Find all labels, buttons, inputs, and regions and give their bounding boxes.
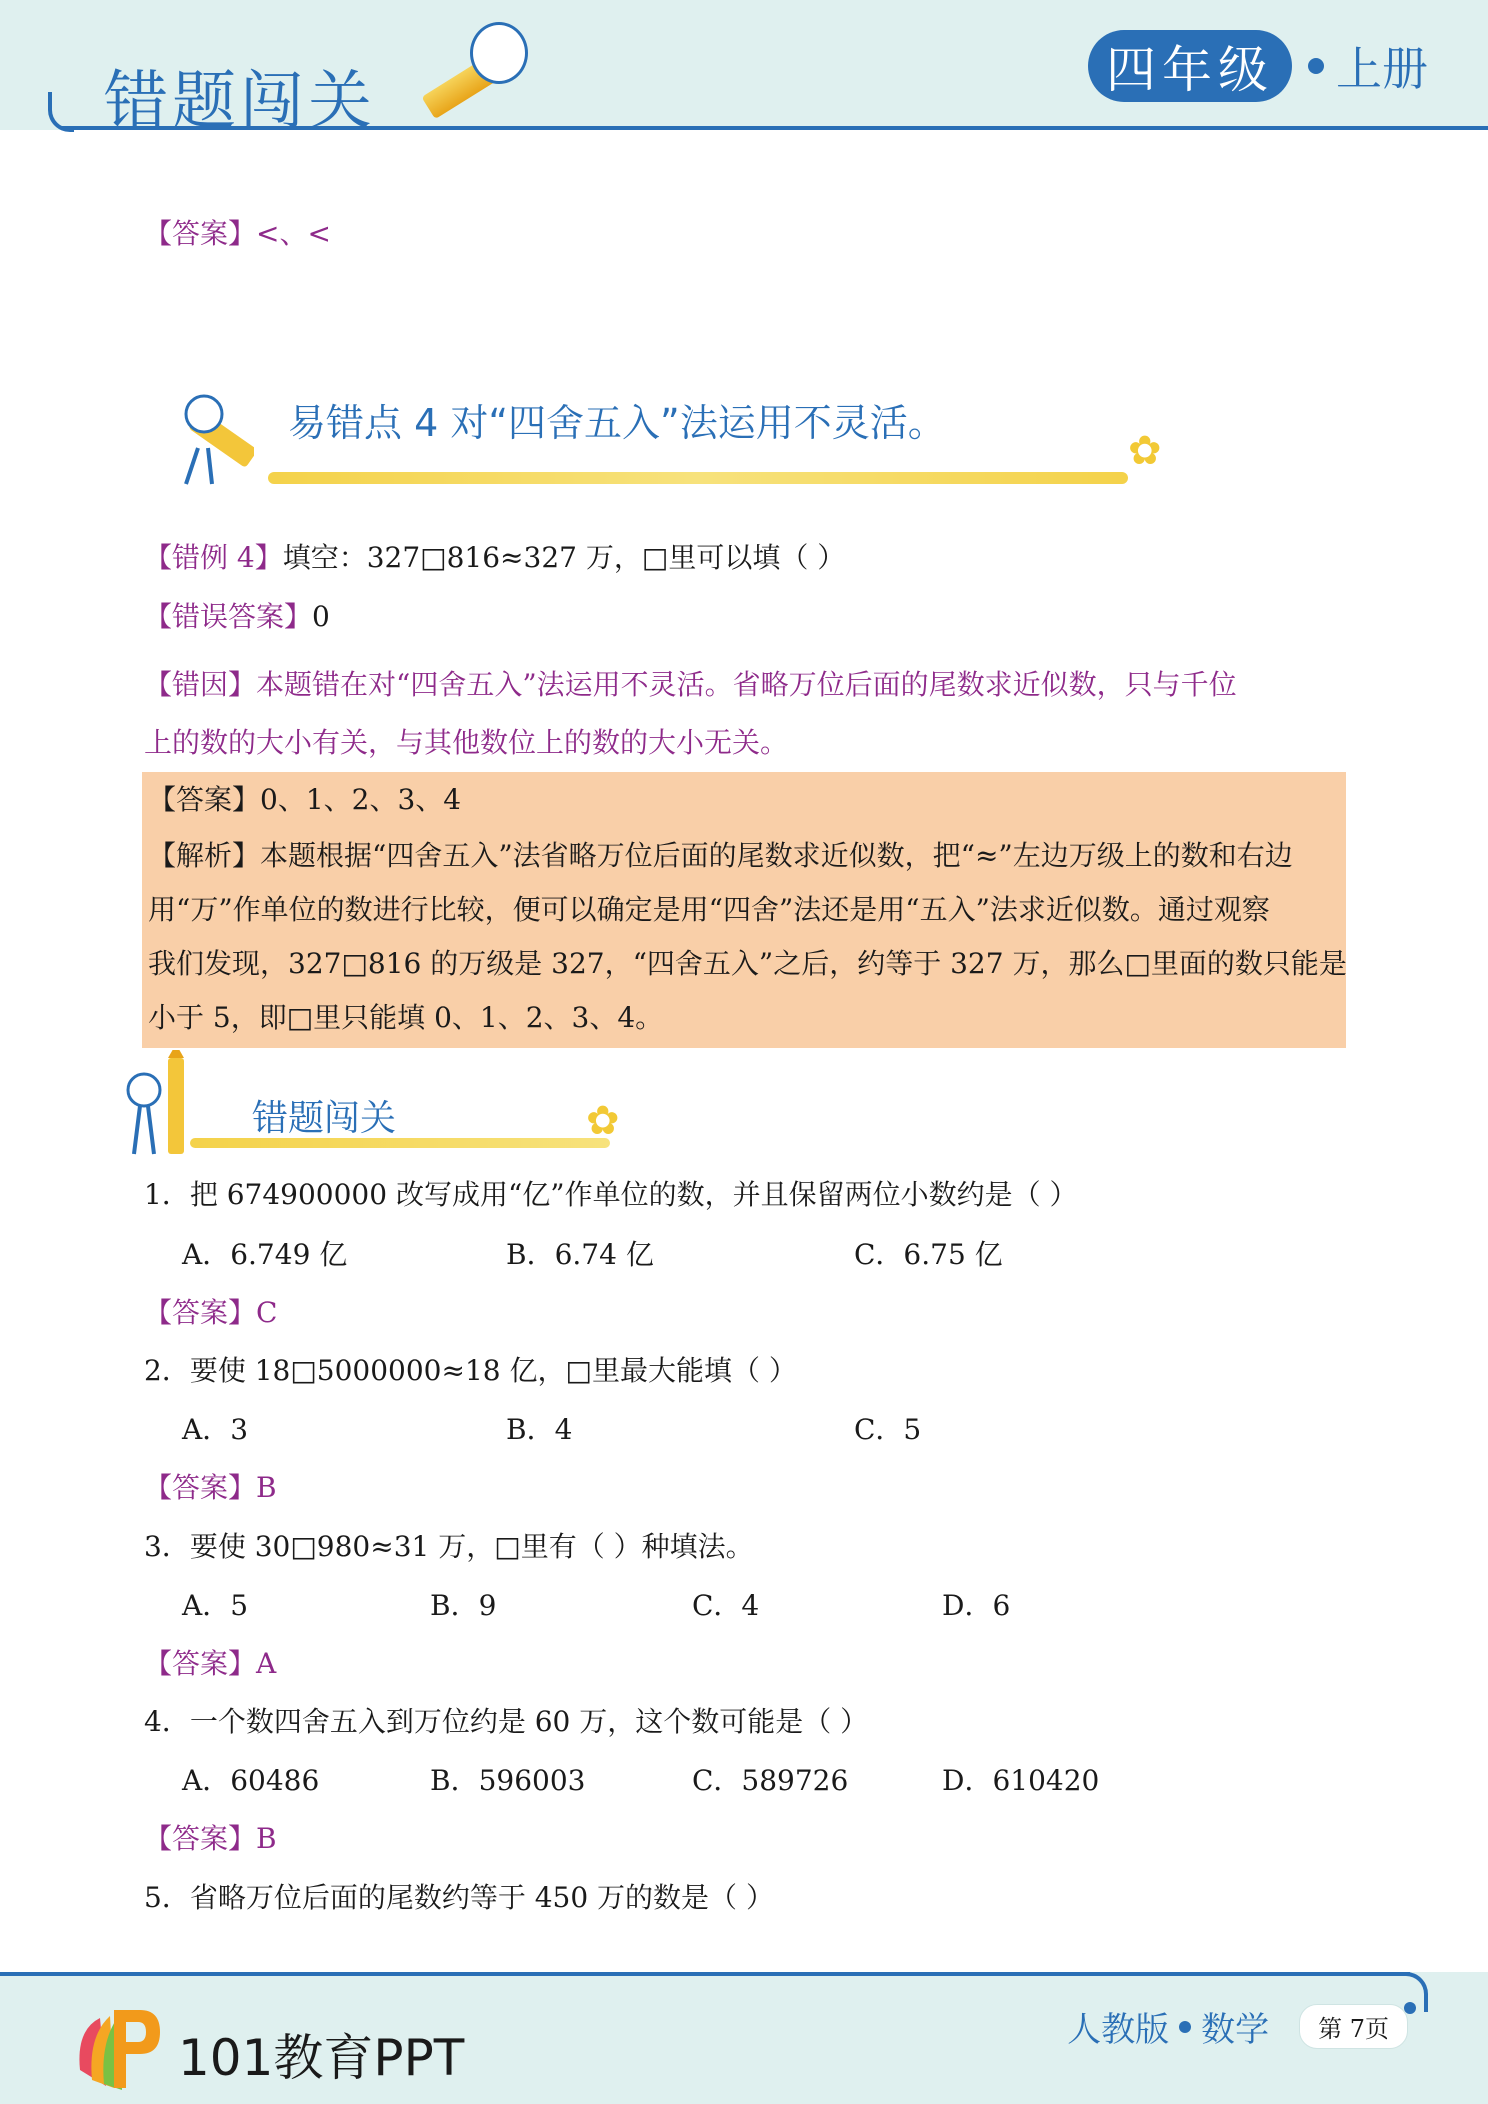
edition-label: 人教版	[1067, 2010, 1170, 2050]
practice-banner	[120, 1050, 640, 1160]
question-4-option-d: D．610420	[942, 1764, 1100, 1797]
cause-line-1	[144, 656, 1344, 714]
pencil-mascot-icon	[168, 388, 254, 488]
question-1-stem: 1．把 674900000 改写成用“亿”作单位的数，并且保留两位小数约是（ ）	[144, 1178, 1078, 1211]
question-3-stem: 3．要使 30□980≈31 万，□里有（ ）种填法。	[144, 1530, 754, 1563]
question-4-option-c: C．589726	[692, 1764, 849, 1797]
analysis-line-3: 我们发现，327□816 的万级是 327，“四舍五入”之后，约等于 327 万，那么□里面的数只能是	[148, 947, 1347, 980]
answer-tag: 【答案】	[144, 1647, 257, 1680]
section-banner	[168, 378, 1168, 498]
question-3-option-a: A．5	[182, 1589, 249, 1622]
question-3-answer	[144, 1642, 276, 1686]
cause-tag: 【错因】	[144, 668, 257, 701]
flower-icon: ✿	[586, 1098, 620, 1144]
question-4-option-b: B．596003	[430, 1764, 586, 1797]
answer-text: B	[256, 1822, 277, 1855]
practice-title: 错题闯关	[252, 1098, 397, 1139]
volume-label: 上册	[1336, 42, 1428, 96]
answer-text: A	[256, 1647, 277, 1680]
question-1-answer	[144, 1291, 277, 1335]
question-1-option-b: B．6.74 亿	[506, 1238, 654, 1271]
cause-text-1: 本题错在对“四舍五入”法运用不灵活。省略万位后面的尾数求近似数，只与千位	[256, 668, 1237, 701]
example-line	[144, 536, 845, 580]
question-4-stem: 4．一个数四舍五入到万位约是 60 万，这个数可能是（ ）	[144, 1705, 869, 1738]
page-number: 第 7页	[1299, 2004, 1408, 2049]
analysis-text-1: 本题根据“四舍五入”法省略万位后面的尾数求近似数，把“≈”左边万级上的数和右边	[260, 839, 1293, 872]
analysis-line-4: 小于 5，即□里只能填 0、1、2、3、4。	[148, 1001, 664, 1034]
bullet-dot-icon	[1308, 58, 1324, 74]
analysis-line-2: 用“万”作单位的数进行比较，便可以确定是用“四舍”法还是用“五入”法求近似数。通过观察	[148, 893, 1270, 926]
answer-tag: 【答案】	[144, 1471, 257, 1504]
example-tag: 【错例 4】	[144, 541, 283, 574]
answer-text: B	[256, 1471, 277, 1504]
grade-badge: 四年级	[1088, 30, 1292, 102]
prev-answer-line	[144, 212, 331, 256]
answer-text: C	[256, 1296, 278, 1329]
question-5-stem: 5．省略万位后面的尾数约等于 450 万的数是（ ）	[144, 1881, 774, 1914]
question-1-option-a: A．6.749 亿	[182, 1238, 348, 1271]
section-title: 易错点 4 对“四舍五入”法运用不灵活。	[288, 401, 946, 445]
highlight-stroke	[268, 472, 1128, 484]
question-2-stem: 2．要使 18□5000000≈18 亿，□里最大能填（ ）	[144, 1354, 797, 1387]
analysis-tag: 【解析】	[148, 839, 261, 872]
question-3-option-b: B．9	[430, 1589, 497, 1622]
question-1-option-c: C．6.75 亿	[854, 1238, 1003, 1271]
footer-meta	[1067, 2002, 1408, 2051]
question-2-option-a: A．3	[182, 1413, 249, 1446]
answer-tag: 【答案】	[144, 1822, 257, 1855]
flower-icon: ✿	[1128, 428, 1162, 474]
question-4-answer	[144, 1817, 277, 1861]
wrong-answer-tag: 【错误答案】	[144, 600, 313, 633]
bullet-dot-icon	[1179, 2021, 1191, 2033]
question-2-option-b: B．4	[506, 1413, 573, 1446]
answer-line	[148, 778, 461, 822]
question-2-answer	[144, 1466, 277, 1510]
question-2-option-c: C．5	[854, 1413, 922, 1446]
footer-rule	[0, 1972, 1410, 1976]
cause-line-2: 上的数的大小有关，与其他数位上的数的大小无关。	[144, 726, 789, 759]
answer-tag: 【答案】	[144, 1296, 257, 1329]
mascot-icon	[470, 22, 528, 84]
header-title: 错题闯关	[104, 65, 376, 139]
answer-analysis-box	[142, 772, 1346, 1048]
analysis-line-1	[148, 834, 1293, 878]
answer-text: <、<	[256, 217, 331, 250]
logo-icon	[70, 2000, 160, 2092]
logo-text: 101教育PPT	[178, 2029, 465, 2087]
wrong-answer-text: 0	[312, 600, 330, 633]
question-3-option-c: C．4	[692, 1589, 760, 1622]
answer-text: 0、1、2、3、4	[260, 783, 462, 816]
question-4-option-a: A．60486	[182, 1764, 320, 1797]
subject-label: 数学	[1201, 2010, 1270, 2050]
wrong-answer-line	[144, 595, 330, 639]
question-3-option-d: D．6	[942, 1589, 1011, 1622]
grade-label	[1088, 28, 1428, 104]
answer-tag: 【答案】	[144, 217, 257, 250]
cause-paragraph	[144, 656, 1344, 772]
example-text: 填空：327□816≈327 万，□里可以填（ ）	[282, 541, 846, 574]
answer-tag: 【答案】	[148, 783, 261, 816]
pencil-mascot-icon	[120, 1050, 200, 1160]
